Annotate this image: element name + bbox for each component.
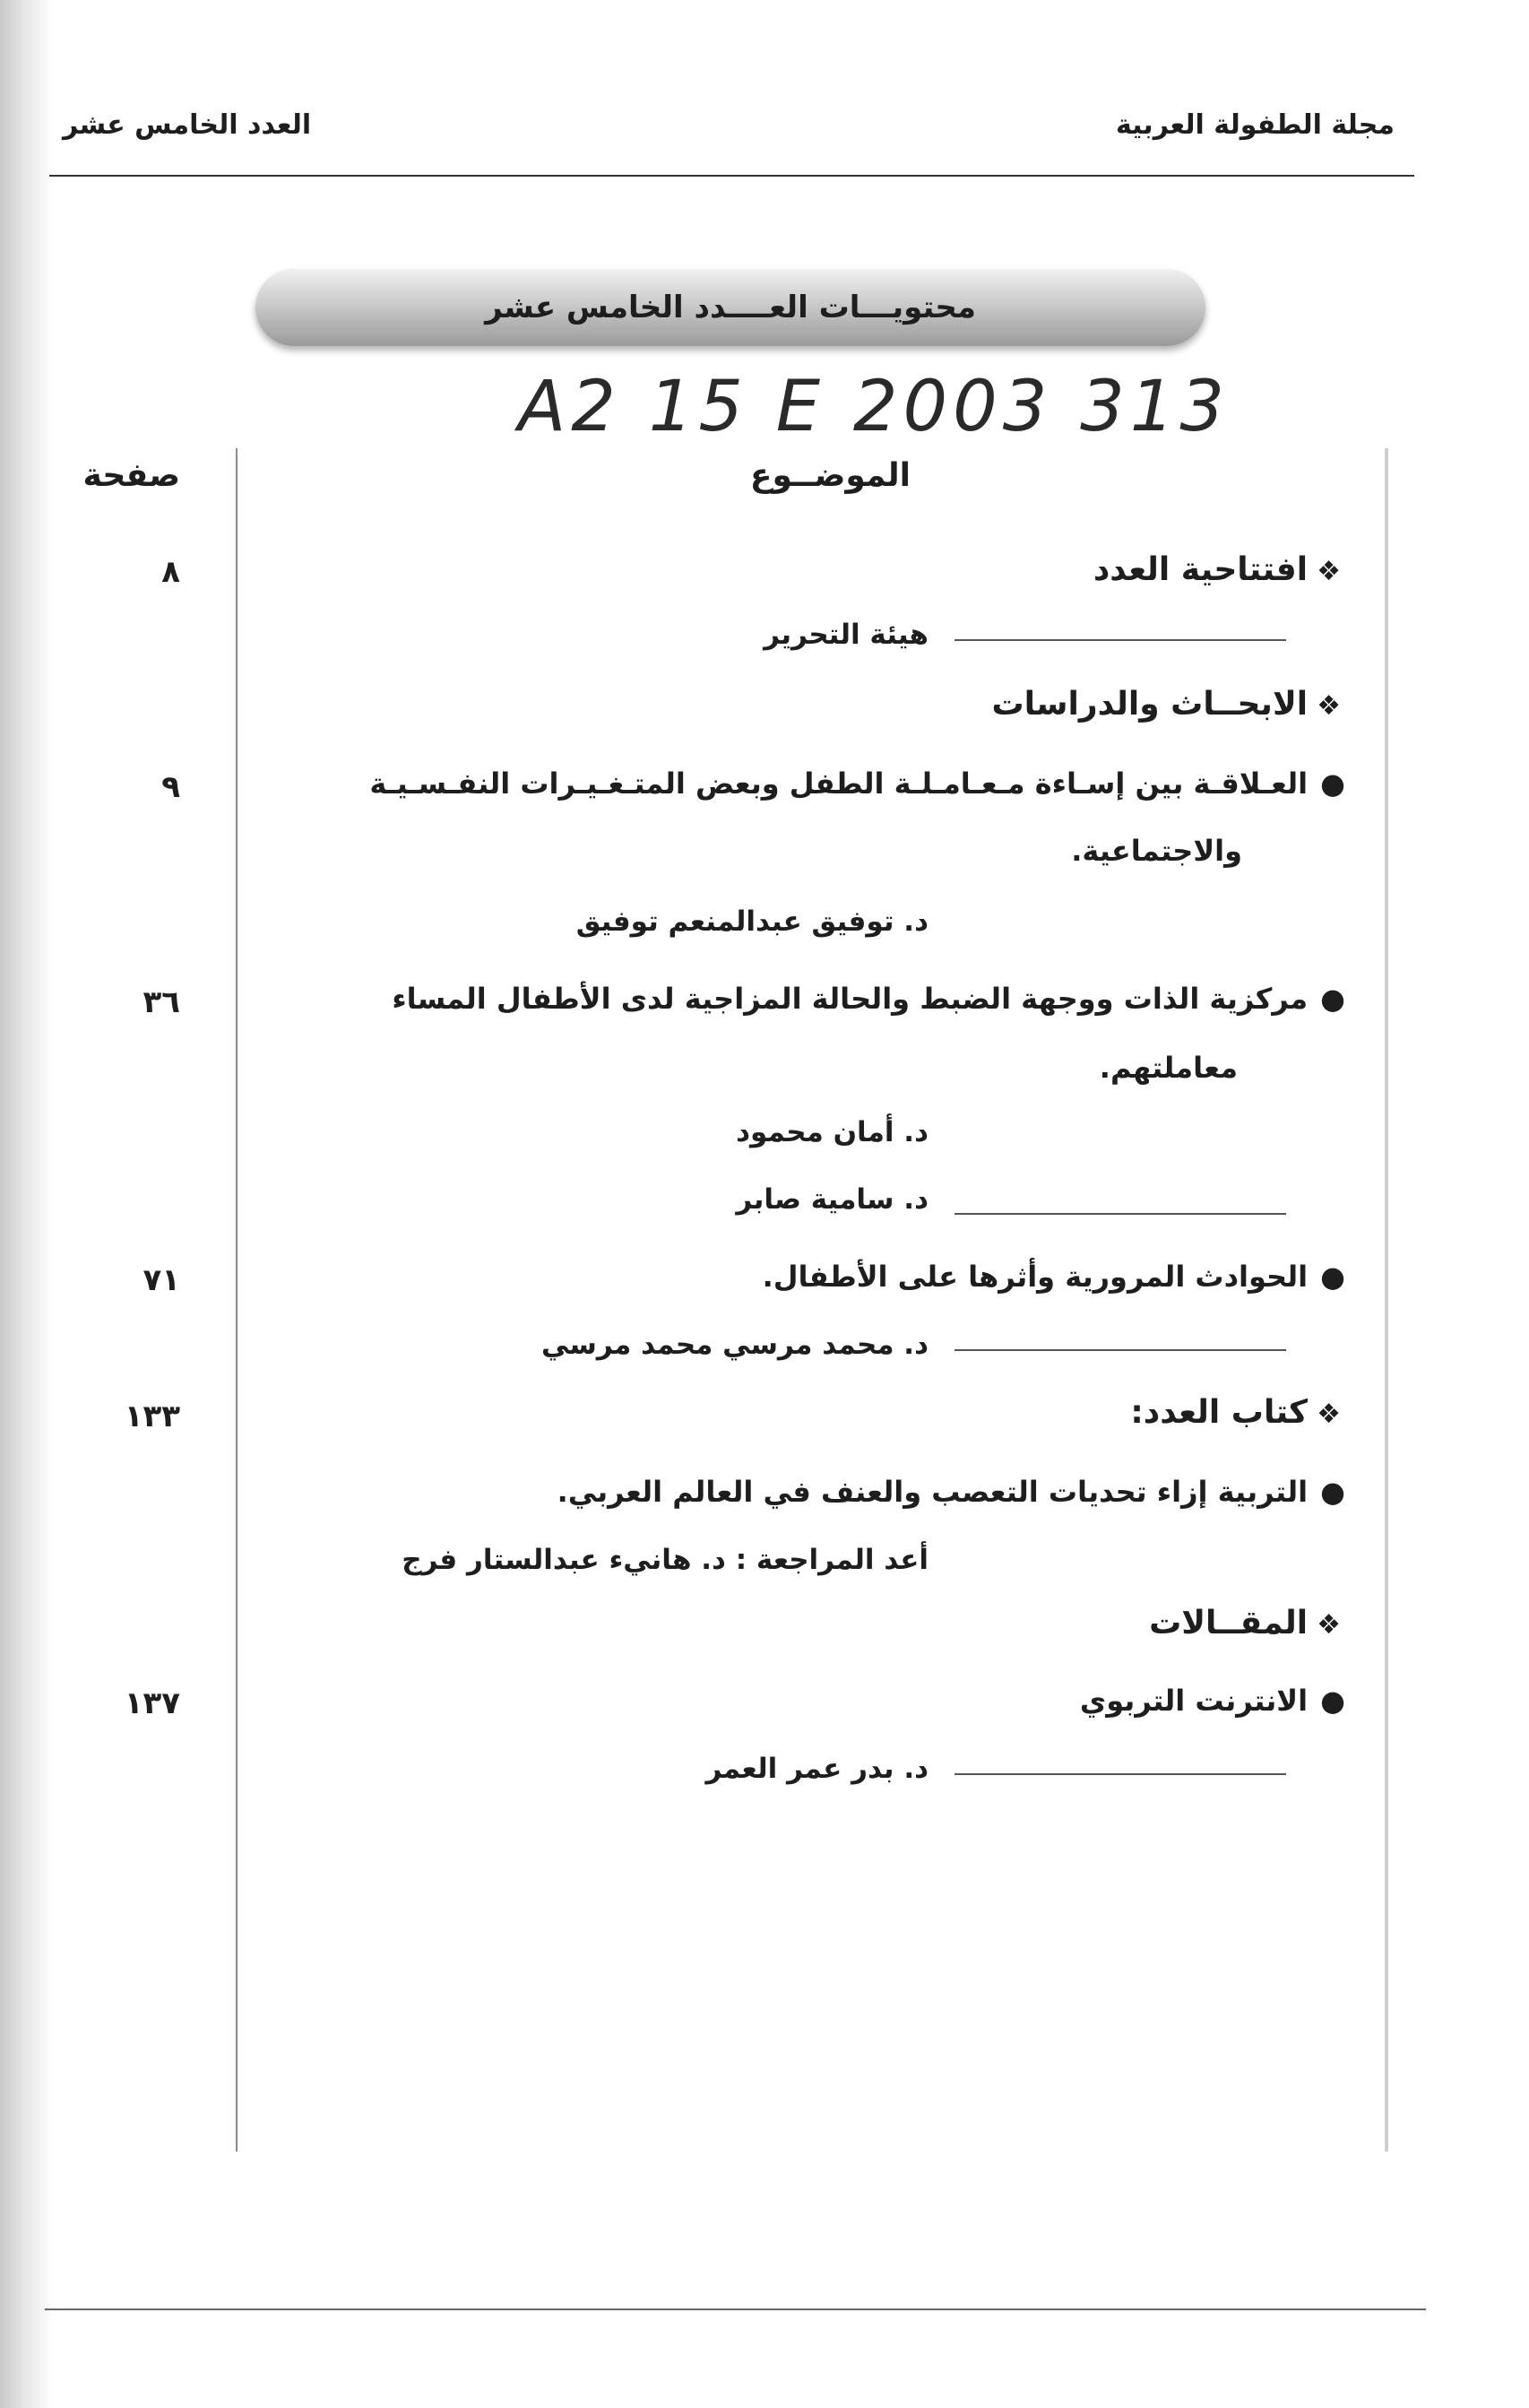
article-title-line: مركزية الذات ووجهة الضبط والحالة المزاجية لدى الأطفال المساء xyxy=(392,982,1309,1016)
author-dash xyxy=(955,639,1286,641)
reviewer-name: أعد المراجعة : د. هانيء عبدالستار فرج xyxy=(402,1544,929,1576)
article-title xyxy=(392,982,1345,1016)
bullet-icon: ● xyxy=(1320,982,1345,1016)
article-title-line: الانترنت التربوي xyxy=(1079,1684,1309,1718)
section-heading: الابحــاث والدراسات xyxy=(991,686,1309,723)
bullet-icon: ● xyxy=(1320,767,1345,801)
contents-banner xyxy=(255,269,1205,346)
article-title-cont: والاجتماعية. xyxy=(1071,834,1242,868)
author-name: د. بدر عمر العمر xyxy=(705,1753,929,1785)
author-name: د. سامية صابر xyxy=(736,1183,929,1216)
author-dash xyxy=(955,1773,1286,1775)
page-number: ١٣٧ xyxy=(124,1685,180,1721)
issue-label: العدد الخامس عشر xyxy=(63,109,312,141)
page-number: ٣٦ xyxy=(143,984,180,1020)
journal-title: مجلة الطفولة العربية xyxy=(1115,109,1395,141)
page-number: ٨ xyxy=(161,554,180,590)
section-articles xyxy=(1149,1605,1341,1641)
author-name: د. أمان محمود xyxy=(736,1116,929,1148)
bullet-icon: ● xyxy=(1320,1260,1345,1294)
section-editorial xyxy=(1093,551,1341,588)
page-number: ٧١ xyxy=(143,1262,180,1298)
author-dash xyxy=(955,1349,1286,1351)
author-name: د. توفيق عبدالمنعم توفيق xyxy=(575,905,929,938)
section-book xyxy=(1130,1394,1341,1431)
section-heading: افتتاحية العدد xyxy=(1093,551,1309,588)
scan-shadow xyxy=(0,0,54,2408)
handwritten-note xyxy=(358,359,1389,457)
author-name: هيئة التحرير xyxy=(764,619,929,651)
bullet-icon: ● xyxy=(1320,1475,1345,1509)
section-studies xyxy=(991,686,1341,723)
section-heading: المقــالات xyxy=(1149,1605,1309,1641)
article-title xyxy=(557,1475,1345,1509)
section-marker-icon: ❖ xyxy=(1317,690,1341,722)
banner-title: محتويـــات العــــدد الخامس عشر xyxy=(485,290,976,325)
article-title xyxy=(369,767,1345,801)
bullet-icon: ● xyxy=(1320,1684,1345,1718)
handwritten-text: A2 15 E 2003 313 xyxy=(517,367,1231,447)
section-marker-icon: ❖ xyxy=(1317,1609,1341,1641)
article-title-cont: معاملتهم. xyxy=(1099,1051,1238,1085)
header-rule xyxy=(49,175,1414,177)
page-number: ٩ xyxy=(161,769,180,805)
article-title xyxy=(763,1260,1345,1294)
article-title-line: التربية إزاء تحديات التعصب والعنف في العالم العربي. xyxy=(557,1475,1309,1509)
section-marker-icon: ❖ xyxy=(1317,1399,1341,1430)
author-dash xyxy=(955,1213,1286,1215)
article-title-line: العـلاقـة بين إسـاءة مـعـامـلـة الطفل وبعض المتـغـيـرات النفـسـيـة xyxy=(369,767,1309,801)
page-number: ١٣٣ xyxy=(124,1399,180,1434)
article-title xyxy=(1080,1684,1345,1718)
article-title-line: الحوادث المرورية وأثرها على الأطفال. xyxy=(762,1260,1309,1294)
author-name: د. محمد مرسي محمد مرسي xyxy=(541,1329,929,1361)
section-marker-icon: ❖ xyxy=(1317,556,1341,587)
section-heading: كتاب العدد: xyxy=(1130,1394,1309,1431)
subject-column-header: الموضــوع xyxy=(749,457,911,494)
page-column-header: صفحة xyxy=(82,457,180,494)
footer-rule xyxy=(45,2308,1426,2310)
